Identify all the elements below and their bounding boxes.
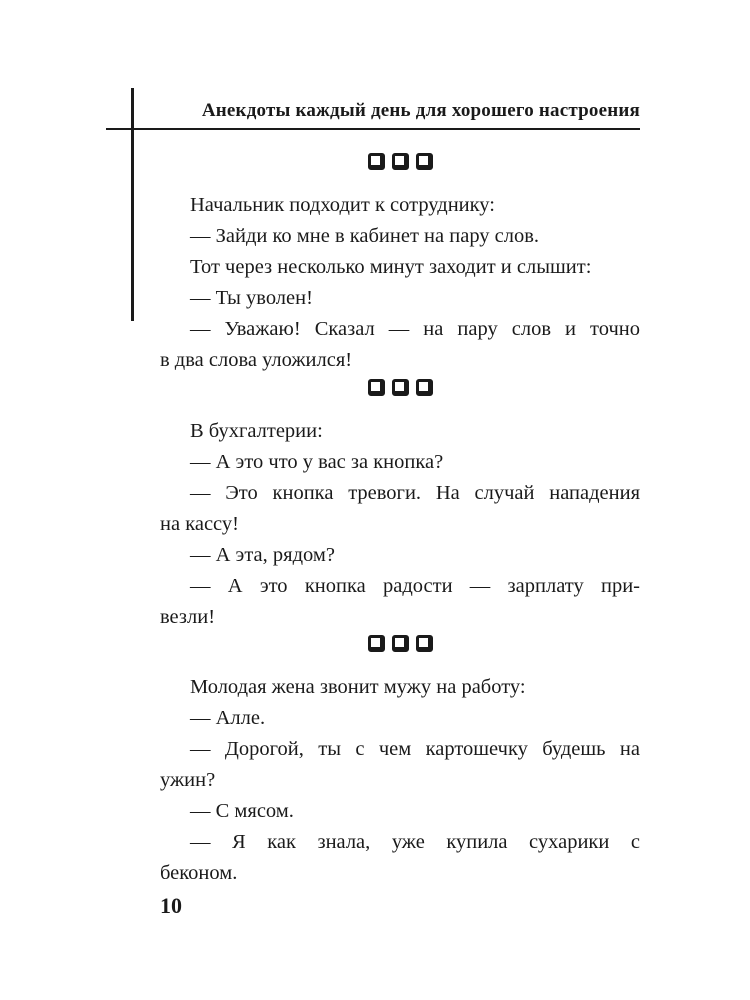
joke-line: — С мясом. [190, 800, 294, 822]
square-box-icon [416, 153, 433, 170]
joke-2 [160, 416, 640, 633]
square-box-icon [416, 635, 433, 652]
joke-line: Начальник подходит к сотруднику: [190, 194, 495, 216]
section-separator [160, 632, 640, 658]
joke-line: — Дорогой, ты с чем картошечку будешь на [190, 738, 640, 760]
joke-line: — Уважаю! Сказал — на пару слов и точно [190, 318, 640, 340]
square-box-icon [368, 153, 385, 170]
joke-line: беконом. [160, 862, 238, 884]
joke-line: — А это кнопка радости — зарплату при- [190, 575, 640, 597]
joke-line: — Алле. [190, 707, 266, 729]
square-box-icon [368, 635, 385, 652]
joke-line: В бухгалтерии: [190, 420, 323, 442]
joke-1 [160, 190, 640, 376]
square-box-icon [368, 379, 385, 396]
square-box-icon [416, 379, 433, 396]
joke-line: Молодая жена звонит мужу на работу: [190, 676, 526, 698]
joke-line: ужин? [160, 769, 216, 791]
joke-3 [160, 672, 640, 889]
joke-line: на кассу! [160, 513, 239, 535]
square-box-icon [392, 153, 409, 170]
header-horizontal-rule [106, 128, 640, 130]
header-vertical-rule [131, 88, 134, 321]
joke-line: в два слова уложился! [160, 349, 353, 371]
joke-line: — А это что у вас за кнопка? [190, 451, 444, 473]
section-separator [160, 376, 640, 402]
joke-line: — Ты уволен! [190, 287, 313, 309]
joke-line: — Зайди ко мне в кабинет на пару слов. [190, 225, 540, 247]
joke-line: — Это кнопка тревоги. На случай нападения [190, 482, 640, 504]
joke-line: везли! [160, 606, 216, 628]
running-title: Анекдоты каждый день для хорошего настроения [201, 100, 640, 121]
joke-line: — А эта, рядом? [190, 544, 335, 566]
joke-line: Тот через несколько минут заходит и слышит: [190, 256, 592, 278]
joke-line: — Я как знала, уже купила сухарики с [190, 831, 640, 853]
square-box-icon [392, 379, 409, 396]
section-separator [160, 150, 640, 176]
page-number: 10 [160, 893, 182, 918]
square-box-icon [392, 635, 409, 652]
